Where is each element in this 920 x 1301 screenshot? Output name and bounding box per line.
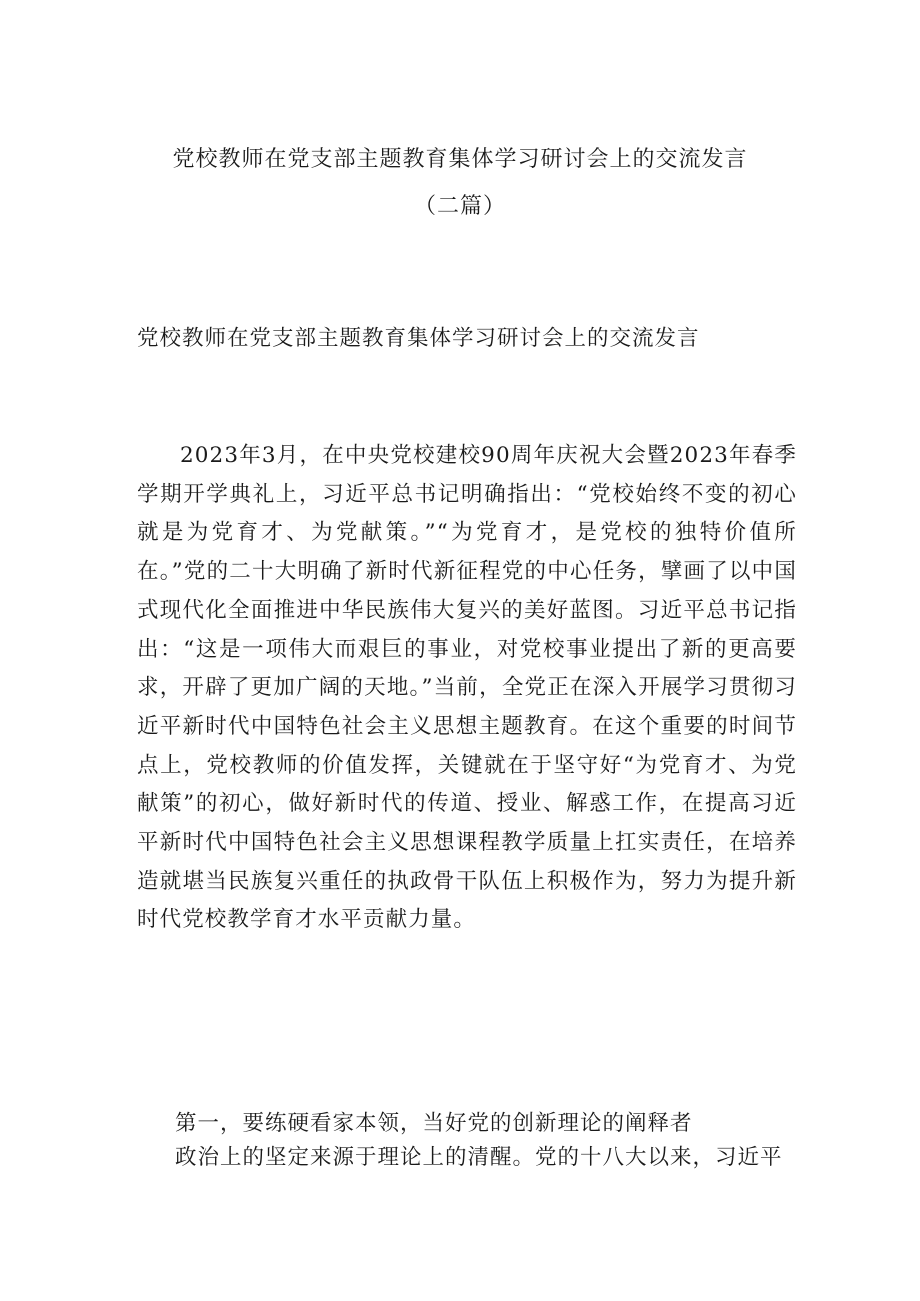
point-heading-first: 第一，要练硬看家本领，当好党的创新理论的阐释者 bbox=[175, 1111, 693, 1136]
document-subtitle: （二篇） bbox=[413, 194, 506, 219]
document-title: 党校教师在党支部主题教育集体学习研讨会上的交流发言 bbox=[172, 147, 748, 172]
section-heading: 党校教师在党支部主题教育集体学习研讨会上的交流发言 bbox=[137, 326, 700, 351]
body-paragraph: 2023年3月，在中央党校建校90周年庆祝大会暨2023年春季学期开学典礼上，习近平总书记明确指出：“党校始终不变的初心就是为党育才、为党献策。”“为党育才，是党校的独特价值所在。”党的二十大明确了新时代新征程党的中心任务，擘画了以中国式现代化全面推进中华民族伟大复兴的美好蓝图。习近平总书记指出：“这是一项伟大而艰巨的事业，对党校事业提出了新的更高要求，开辟了更加广阔的天地。”当前，全党正在深入开展学习贯彻习近平新时代中国特色社会主义思想主题教育。在这个重要的时间节点上，党校教师的价值发挥，关键就在于坚守好“为党育才、为党献策”的初心，做好新时代的传道、授业、解惑工作，在提高习近平新时代中国特色社会主义思想课程教学质量上扛实责任，在培养造就堪当民族复兴重任的执政骨干队伍上积极作为，努力为提升新时代党校教学育才水平贡献力量。 bbox=[137, 443, 797, 933]
body-text bbox=[137, 437, 797, 940]
point-paragraph: 政治上的坚定来源于理论上的清醒。党的十八大以来，习近平 bbox=[175, 1145, 783, 1170]
